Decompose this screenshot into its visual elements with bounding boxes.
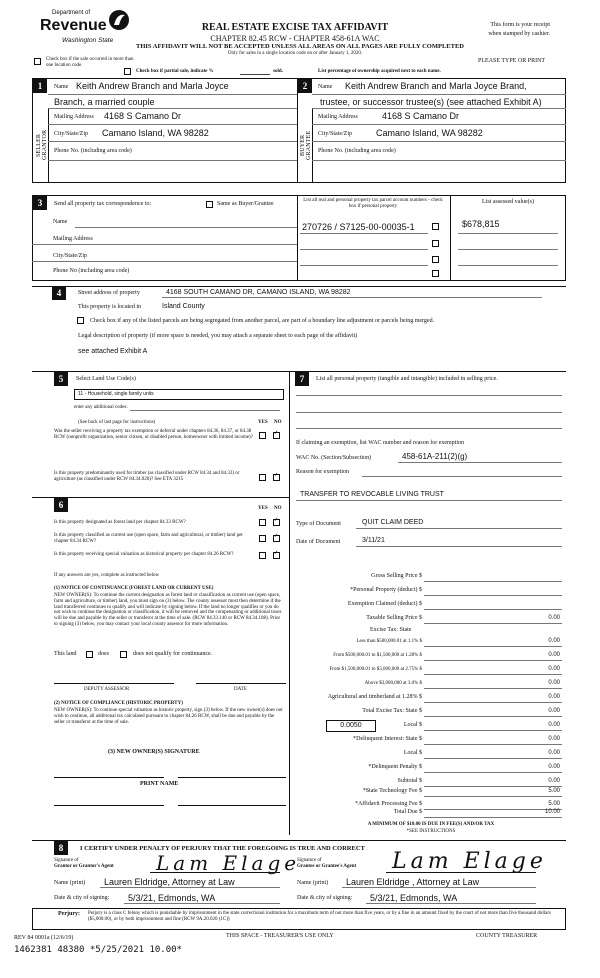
segregated-checkbox[interactable]: [77, 317, 84, 324]
parcel-2-checkbox[interactable]: [432, 240, 439, 247]
s3-phone-label: Phone No (including area code): [53, 268, 130, 274]
s6-question-2: Is this property classified as current use (open space, farm and agricultural, or timber) land per chapter 84.34 RCW?: [54, 533, 243, 544]
perjury-text: Perjury is a class C felony which is punishable by imprisonment in the state correctional institution for a maximum term of not more than five years, or by a fine in an amount fixed by the court of not more than five thousand dollars ($5,000.00), or by both imprisonment and fine (RCW 9A.20.020 (1C)): [88, 911, 551, 922]
taxable-value[interactable]: 0.00: [548, 615, 560, 621]
grantee-mail[interactable]: 4168 S Camano Dr: [382, 111, 460, 121]
section-3-number: 3: [33, 196, 47, 210]
partial-sale-percent-field[interactable]: [240, 74, 270, 75]
section-2-number: 2: [298, 79, 312, 93]
wac-label: WAC No. (Section/Subsection): [296, 455, 372, 461]
local2-label: Local $: [403, 750, 422, 756]
legal-description[interactable]: see attached Exhibit A: [78, 348, 148, 355]
total-excise-value[interactable]: 0.00: [548, 708, 560, 714]
local2-value[interactable]: 0.00: [548, 750, 560, 756]
tier2-value[interactable]: 0.00: [548, 652, 560, 658]
tier4-label: Above $3,000,000 at 3.0% $: [364, 681, 422, 686]
minimum-note: A MINIMUM OF $10.00 IS DUE IN FEE(S) AND/OR TAX: [367, 822, 495, 827]
delinq-penalty-label: *Delinquent Penalty $: [368, 764, 422, 770]
form-note: Only for sales in a single location code on or after January 1, 2020.: [227, 51, 363, 56]
treasurer-space: THIS SPACE - TREASURER'S USE ONLY: [226, 933, 334, 939]
s5-question-1: Was the seller receiving a property tax exemption or deferral under chapters 84.36, 84.37, or 84.38 RCW (nonprofit organization, senior citizen, or disabled person, homeowner with limited income)?: [54, 429, 253, 440]
excise-state-label: Excise Tax: State: [370, 627, 412, 633]
county[interactable]: Island County: [162, 303, 205, 310]
s5-no: NO: [274, 420, 282, 425]
logo-revenue: Revenue: [40, 17, 107, 34]
does-label: does: [98, 651, 109, 657]
proc-fee-value[interactable]: 5.00: [548, 801, 560, 807]
exemption-label: If claiming an exemption, list WAC number and reason for exemption: [296, 440, 465, 446]
gross-label: Gross Selling Price $: [371, 573, 422, 579]
s5-q2-check: ✓: [274, 473, 279, 478]
tier1-value[interactable]: 0.00: [548, 638, 560, 644]
segregated-label: Check box if any of the listed parcels are being segregated from another parcel, are part of a boundary line adjustment or parcels being merged.: [90, 318, 435, 324]
parcel-1-checkbox[interactable]: [432, 223, 439, 230]
county-label: This property is located in: [78, 304, 141, 310]
form-number: REV 84 0001a (12/6/19): [14, 935, 74, 941]
new-owner-signature-label: (3) NEW OWNER(S) SIGNATURE: [108, 749, 200, 755]
grantor-name-print[interactable]: Lauren Eldridge, Attorney at Law: [104, 877, 235, 887]
grantee-sig-label1: Signature of: [297, 858, 322, 863]
tier3-value[interactable]: 0.00: [548, 666, 560, 672]
grantor-name-print-label: Name (print): [54, 880, 86, 886]
multi-location-checkbox[interactable]: [34, 58, 41, 65]
s6-q1-check: ✓: [274, 518, 279, 523]
parcel-number[interactable]: 270726 / S7125-00-00035-1: [302, 222, 415, 232]
land-does-checkbox[interactable]: [86, 651, 93, 658]
parcel-header: List all real and personal property tax parcel account numbers - check box if personal property: [303, 198, 443, 209]
personal-property-label: List all personal property (tangible and intangible) included in selling price.: [316, 376, 498, 382]
grantee-name-label: Name: [318, 84, 333, 90]
tier5-value[interactable]: 0.00: [548, 694, 560, 700]
s6-question-1: Is this property designated as forest land per chapter 84.33 RCW?: [54, 520, 186, 525]
personal-label: *Personal Property (deduct) $: [350, 587, 422, 593]
if-yes-note: If any answers are yes, complete as instructed below: [54, 573, 160, 578]
parcel-3-checkbox[interactable]: [432, 256, 439, 263]
certify-statement: I CERTIFY UNDER PENALTY OF PERJURY THAT THE FOREGOING IS TRUE AND CORRECT: [80, 845, 365, 852]
taxable-label: Taxable Selling Price $: [366, 615, 422, 621]
grantee-name-print-label: Name (print): [297, 880, 329, 886]
grantee-sig-label2: Grantee or Grantee's Agent: [297, 864, 357, 869]
print-note: PLEASE TYPE OR PRINT: [478, 58, 546, 64]
partial-sale-sold: sold.: [273, 69, 283, 74]
this-land-label: This land: [54, 651, 77, 657]
delinq-interest-value[interactable]: 0.00: [548, 736, 560, 742]
exempt-label: Exemption Claimed (deduct) $: [347, 601, 422, 607]
section-7-number: 7: [295, 372, 309, 386]
deputy-assessor-label: DEPUTY ASSESSOR: [84, 687, 130, 692]
additional-codes-label: enter any additional codes:: [74, 405, 128, 410]
grantor-name-line2[interactable]: Branch, a married couple: [54, 97, 155, 107]
grantee-date[interactable]: 5/3/21, Edmonds, WA: [370, 893, 458, 903]
grantor-date-label: Date & city of signing:: [54, 895, 110, 901]
s6-yes: YES: [258, 506, 268, 511]
s6-question-3: Is this property receiving special valuation as historical property per chapter 84.26 RCW?: [54, 552, 234, 557]
total-due-value[interactable]: 10.00: [544, 809, 560, 815]
street-address[interactable]: 4168 SOUTH CAMANO DR, CAMANO ISLAND, WA 98282: [166, 289, 351, 296]
s6-no: NO: [274, 506, 282, 511]
same-as-buyer-label: Same as Buyer/Grantee: [217, 201, 274, 207]
grantee-name-print[interactable]: Lauren Eldridge , Attorney at Law: [346, 877, 480, 887]
notice-1-body: NEW OWNER(S): To continue the current designation as forest land or classification as current use (open space, farm and agriculture, or timber) land, you must sign on (3) below. The county assessor must then determine if the land transferred continues to qualify and will indicate by signing below. If the land no longer qualifies or you do not wish to continue the designation or classification, it will be removed and the compensating or additional taxes will be due and payable by the seller or transferor at the time of sale. (RCW 84.33.140 or RCW 84.34.108). Prior to signing (3) below, you may contact your local county assessor for more information.: [54, 593, 282, 627]
notice-1-title: (1) NOTICE OF CONTINUANCE (FOREST LAND OR CURRENT USE): [54, 586, 214, 591]
logo: [40, 8, 150, 48]
s5-yes: YES: [258, 420, 268, 425]
s6-q1-yes[interactable]: [259, 519, 266, 526]
ownership-note: List percentage of ownership acquired next to each name.: [318, 69, 441, 74]
form-title: REAL ESTATE EXCISE TAX AFFIDAVIT: [201, 22, 389, 33]
does-not-label: does not qualify for continuance.: [133, 651, 213, 657]
street-label: Street address of property: [78, 290, 140, 296]
s3-city-label: City/State/Zip: [53, 253, 87, 259]
delinq-interest-label: *Delinquent Interest: State $: [353, 736, 422, 742]
section-6-number: 6: [54, 498, 68, 512]
send-correspondence-label: Send all property tax correspondence to:: [54, 201, 152, 207]
doc-date-label: Date of Document: [296, 539, 341, 545]
grantor-signature[interactable]: Lam Elage: [156, 851, 301, 875]
grantor-name-label: Name: [54, 84, 69, 90]
print-name-label: PRINT NAME: [140, 781, 179, 787]
delinq-penalty-value[interactable]: 0.00: [548, 764, 560, 770]
s5-q1-yes[interactable]: [259, 432, 266, 439]
grantor-name-line1[interactable]: Keith Andrew Branch and Marla Joyce: [76, 81, 229, 91]
s5-q1-check: ✓: [274, 431, 279, 436]
section-5-number: 5: [54, 372, 68, 386]
same-as-buyer-checkbox[interactable]: [206, 201, 213, 208]
s6-q3-yes[interactable]: [259, 552, 266, 559]
tier1-label: Less than $500,000.01 at 1.1% $: [356, 639, 422, 644]
grantor-mail[interactable]: 4168 S Camano Dr: [104, 111, 182, 121]
notice-2-body: NEW OWNER(S): To continue special valuation as historic property, sign (3) below. If the new owner(s) does not wish to continue, all additional tax calculated pursuant to chapter 84.26 RCW, shall be due and payable by the seller or transferor at the time of sale.: [54, 708, 283, 725]
subtotal-label: Subtotal $: [397, 778, 422, 784]
grantee-name-line1[interactable]: Keith Andrew Branch and Marla Joyce Brand,: [345, 81, 527, 91]
tier3-label: From $1,500,000.01 to $3,000,000 at 2.75% $: [329, 667, 422, 672]
partial-sale-checkbox[interactable]: [124, 68, 131, 75]
treasurer-stamp: 1462381 48380 *5/25/2021 10.00*: [14, 945, 182, 955]
exemption-reason[interactable]: TRANSFER TO REVOCABLE LIVING TRUST: [300, 491, 444, 498]
tier5-label: Agricultural and timberland at 1.28% $: [327, 694, 422, 700]
multi-location-label: Check box if the sale occurred in more than one location code.: [46, 57, 134, 68]
grantor-mail-label: Mailing Address: [54, 114, 94, 120]
grantee-city[interactable]: Camano Island, WA 98282: [376, 128, 483, 138]
tier4-value[interactable]: 0.00: [548, 680, 560, 686]
doc-type-label: Type of Document: [296, 521, 341, 527]
logo-department: Department of: [52, 10, 91, 16]
grantor-date[interactable]: 5/3/21, Edmonds, WA: [128, 893, 216, 903]
see-back-note: (See back of last page for instructions): [78, 420, 156, 425]
s6-q2-yes[interactable]: [259, 535, 266, 542]
revenue-logo-icon: [108, 8, 130, 32]
total-due-label: Total Due $: [393, 809, 422, 815]
grantee-signature[interactable]: Lam Elage: [392, 849, 547, 874]
s6-q2-check: ✓: [274, 534, 279, 539]
grantee-side-label: BUYER GRANTEE: [300, 130, 312, 160]
section-8-number: 8: [54, 841, 68, 855]
land-use-code[interactable]: 11 - Household, single family units: [78, 391, 154, 397]
grantee-phone-label: Phone No. (including area code): [318, 148, 396, 154]
doc-date[interactable]: 3/11/21: [362, 537, 385, 544]
local-rate[interactable]: 0.0050: [326, 720, 376, 732]
perjury-label: Perjury:: [58, 911, 80, 917]
legal-label: Legal description of property (if more space is needed, you may attach a separate sheet to each page of the affidavit): [78, 333, 358, 339]
form-warning: THIS AFFIDAVIT WILL NOT BE ACCEPTED UNLESS ALL AREAS ON ALL PAGES ARE FULLY COMPLETED: [136, 43, 464, 50]
total-excise-label: Total Excise Tax: State $: [362, 708, 422, 714]
s3-mail-label: Mailing Address: [53, 236, 93, 242]
land-does-not-checkbox[interactable]: [120, 651, 127, 658]
partial-sale-label: Check box if partial sale, indicate %: [136, 69, 214, 74]
grantor-city[interactable]: Camano Island, WA 98282: [102, 128, 209, 138]
land-use-label: Select Land Use Code(s): [76, 376, 136, 382]
assessor-date-label: DATE: [234, 687, 247, 692]
wac-number[interactable]: 458-61A-211(2)(g): [402, 452, 468, 461]
receipt-line1: This form is your receipt: [490, 22, 550, 28]
tech-fee-value[interactable]: 5.00: [548, 788, 560, 794]
section-4-number: 4: [52, 286, 66, 300]
s6-q3-check: ✓: [274, 551, 279, 556]
subtotal-value[interactable]: 0.00: [548, 778, 560, 784]
s3-name-label: Name: [53, 219, 68, 225]
grantee-city-label: City/State/Zip: [318, 131, 352, 137]
tech-fee-label: *State Technology Fee $: [362, 788, 422, 794]
section-1-number: 1: [33, 79, 47, 93]
grantor-phone-label: Phone No. (including area code): [54, 148, 132, 154]
local-label: Local $: [403, 722, 422, 728]
grantor-city-label: City/State/Zip: [54, 131, 88, 137]
s5-q2-yes[interactable]: [259, 474, 266, 481]
grantor-sig-label2: Grantor or Grantor's Agent: [54, 864, 114, 869]
logo-state: Washington State: [62, 37, 114, 44]
tier2-label: From $500,000.01 to $1,500,000 at 1.28% $: [333, 653, 422, 658]
receipt-line2: when stamped by cashier.: [488, 31, 550, 37]
grantee-date-label: Date & city of signing:: [297, 895, 353, 901]
s5-question-2: Is this property predominantly used for timber (as classified under RCW 84.34 and 84.33) or agriculture (as classified under RCW 84.34.020)? See ETA 3215: [54, 471, 240, 482]
grantee-mail-label: Mailing Address: [318, 114, 358, 120]
grantor-sig-label1: Signature of: [54, 858, 79, 863]
assessed-value[interactable]: $678,815: [462, 219, 500, 229]
form-chapter: CHAPTER 82.45 RCW - CHAPTER 458-61A WAC: [210, 34, 380, 43]
local-value[interactable]: 0.00: [548, 722, 560, 728]
proc-fee-label: *Affidavit Processing Fee $: [354, 801, 422, 807]
see-instructions: *SEE INSTRUCTIONS: [406, 829, 456, 834]
grantor-side-label: SELLER GRANTOR: [36, 129, 48, 161]
grantee-name-line2[interactable]: trustee, or successor trustee(s) (see attached Exhibit A): [320, 97, 542, 107]
notice-2-title: (2) NOTICE OF COMPLIANCE (HISTORIC PROPERTY): [54, 701, 183, 706]
county-treasurer: COUNTY TREASURER: [476, 933, 538, 939]
assessed-header: List assessed value(s): [482, 199, 534, 205]
reason-label: Reason for exemption: [296, 469, 349, 475]
doc-type[interactable]: QUIT CLAIM DEED: [362, 519, 424, 526]
parcel-4-checkbox[interactable]: [432, 270, 439, 277]
